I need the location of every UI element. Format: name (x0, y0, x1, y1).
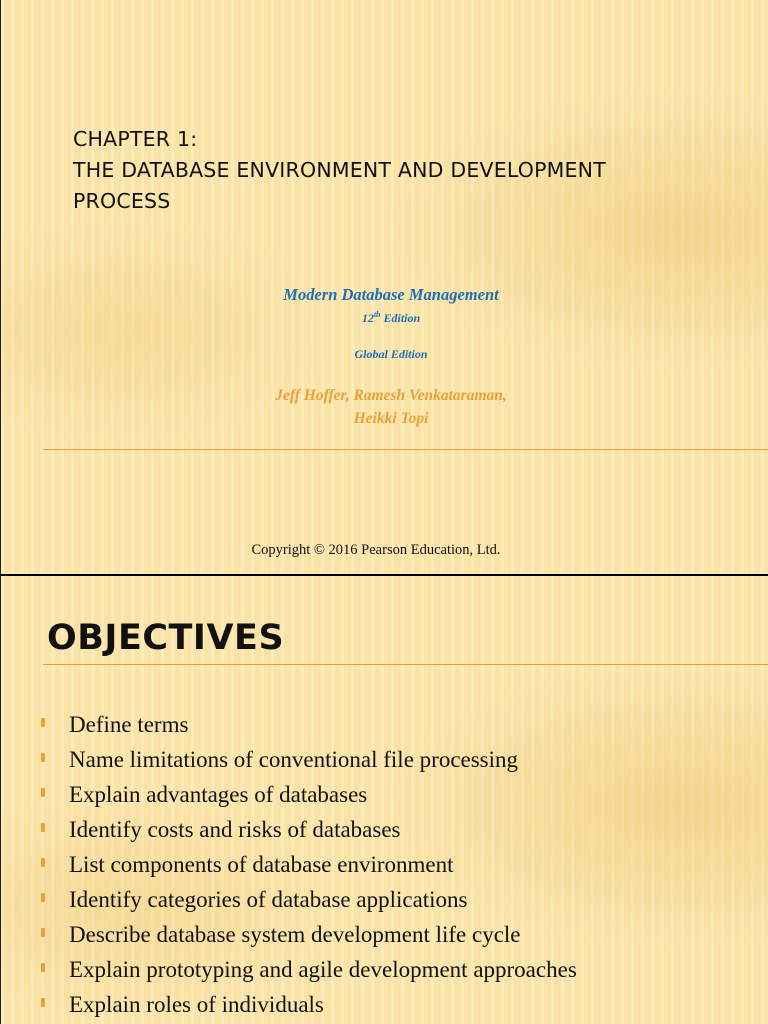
book-title: Modern Database Management (283, 285, 499, 304)
chapter-title-line-2: THE DATABASE ENVIRONMENT AND DEVELOPMENT (73, 158, 606, 182)
global-edition-label: Global Edition (354, 347, 428, 361)
objective-item (1, 778, 577, 813)
chapter-title-line-3: PROCESS (73, 189, 171, 213)
bullet-icon (41, 788, 45, 797)
authors-line-1: Jeff Hoffer, Ramesh Venkataraman, (275, 387, 507, 404)
objectives-list (1, 708, 577, 1023)
objective-item (1, 848, 577, 883)
objective-text: List components of database environment (69, 852, 454, 877)
objective-text: Identify costs and risks of databases (69, 817, 401, 842)
edition-label (1, 310, 768, 326)
bullet-icon (41, 858, 45, 867)
edition-number: 12 (361, 311, 374, 325)
objective-text: Explain prototyping and agile development approaches (69, 957, 577, 982)
objective-text: Explain roles of individuals (69, 992, 324, 1017)
bullet-icon (41, 893, 45, 902)
objective-text: Explain advantages of databases (69, 782, 368, 807)
objective-item (1, 743, 577, 778)
chapter-title-line-1: CHAPTER 1: (73, 127, 198, 151)
objective-item (1, 708, 577, 743)
objective-item (1, 883, 577, 918)
divider-line (43, 449, 768, 450)
objectives-heading: OBJECTIVES (47, 618, 285, 658)
objective-text: Identify categories of database applications (69, 887, 468, 912)
objectives-slide (0, 576, 768, 1024)
bullet-icon (41, 928, 45, 937)
objective-item (1, 988, 577, 1023)
copyright-notice: Copyright © 2016 Pearson Education, Ltd. (251, 542, 501, 558)
authors (1, 384, 768, 430)
objective-text: Name limitations of conventional file processing (69, 747, 519, 772)
chapter-title (73, 124, 693, 217)
objective-item (1, 813, 577, 848)
objective-item (1, 953, 577, 988)
edition-suffix: th (373, 310, 381, 319)
bullet-icon (41, 963, 45, 972)
bullet-icon (41, 753, 45, 762)
objective-text: Define terms (69, 712, 189, 737)
objective-text: Describe database system development life cycle (69, 922, 521, 947)
bullet-icon (41, 998, 45, 1007)
objective-item (1, 918, 577, 953)
authors-line-2: Heikki Topi (353, 410, 429, 427)
edition-text: Edition (380, 311, 421, 325)
heading-underline (43, 664, 768, 665)
bullet-icon (41, 718, 45, 727)
bullet-icon (41, 823, 45, 832)
